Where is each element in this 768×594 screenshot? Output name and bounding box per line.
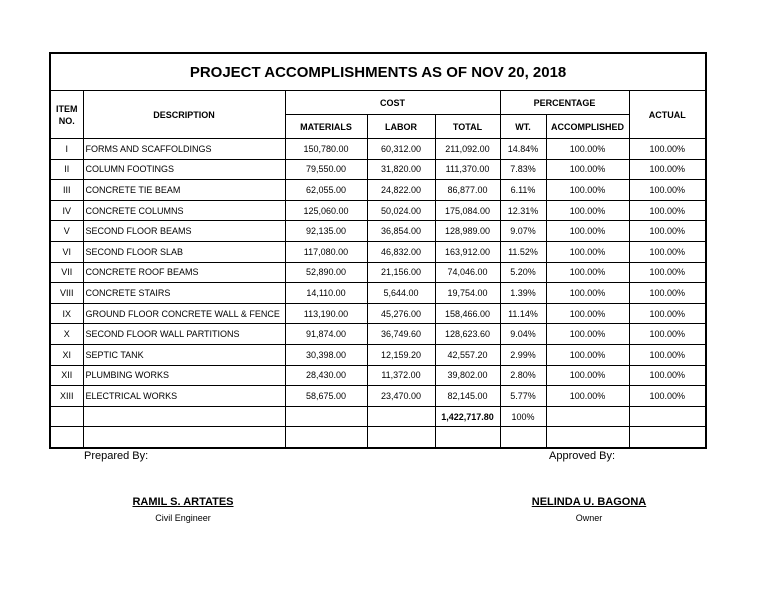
approved-by-name: NELINDA U. BAGONA bbox=[531, 496, 647, 508]
cell-labor: 46,832.00 bbox=[367, 241, 435, 262]
cell-wt: 11.52% bbox=[500, 241, 546, 262]
cell-materials: 150,780.00 bbox=[285, 139, 367, 160]
cell-grand-total: 1,422,717.80 bbox=[435, 406, 500, 427]
cell-total: 86,877.00 bbox=[435, 180, 500, 201]
cell-actual: 100.00% bbox=[629, 180, 706, 201]
cell-materials: 117,080.00 bbox=[285, 241, 367, 262]
cell-accomplished: 100.00% bbox=[546, 344, 629, 365]
cell-accomplished: 100.00% bbox=[546, 139, 629, 160]
cell-wt: 2.80% bbox=[500, 365, 546, 386]
cell-item-no: I bbox=[50, 139, 83, 160]
cell-actual: 100.00% bbox=[629, 324, 706, 345]
cell-wt: 5.20% bbox=[500, 262, 546, 283]
cell-item-no: XII bbox=[50, 365, 83, 386]
cell-item-no: VIII bbox=[50, 283, 83, 304]
cell-wt: 6.11% bbox=[500, 180, 546, 201]
cell-item-no: II bbox=[50, 159, 83, 180]
cell-actual: 100.00% bbox=[629, 159, 706, 180]
cell-accomplished: 100.00% bbox=[546, 180, 629, 201]
cell-empty bbox=[367, 427, 435, 448]
cell-wt: 9.04% bbox=[500, 324, 546, 345]
cell-wt: 5.77% bbox=[500, 386, 546, 407]
cell-labor: 5,644.00 bbox=[367, 283, 435, 304]
header-cost: COST bbox=[285, 91, 500, 115]
cell-total: 42,557.20 bbox=[435, 344, 500, 365]
cell-total: 82,145.00 bbox=[435, 386, 500, 407]
cell-actual: 100.00% bbox=[629, 139, 706, 160]
cell-item-no: XI bbox=[50, 344, 83, 365]
cell-wt: 11.14% bbox=[500, 303, 546, 324]
cell-description: PLUMBING WORKS bbox=[83, 365, 285, 386]
accomplishment-sheet bbox=[49, 52, 705, 449]
accomplishment-table bbox=[49, 52, 707, 449]
header-accomplished: ACCOMPLISHED bbox=[546, 115, 629, 139]
cell-accomplished: 100.00% bbox=[546, 159, 629, 180]
cell-empty bbox=[546, 406, 629, 427]
blank-row bbox=[50, 427, 706, 448]
cell-description: GROUND FLOOR CONCRETE WALL & FENCE bbox=[83, 303, 285, 324]
table-row bbox=[50, 139, 706, 160]
cell-total: 111,370.00 bbox=[435, 159, 500, 180]
header-total: TOTAL bbox=[435, 115, 500, 139]
totals-row bbox=[50, 406, 706, 427]
cell-labor: 45,276.00 bbox=[367, 303, 435, 324]
cell-total: 19,754.00 bbox=[435, 283, 500, 304]
cell-wt: 14.84% bbox=[500, 139, 546, 160]
table-row bbox=[50, 159, 706, 180]
table-row bbox=[50, 180, 706, 201]
cell-actual: 100.00% bbox=[629, 344, 706, 365]
cell-description: COLUMN FOOTINGS bbox=[83, 159, 285, 180]
cell-empty bbox=[83, 406, 285, 427]
cell-wt: 12.31% bbox=[500, 200, 546, 221]
cell-accomplished: 100.00% bbox=[546, 303, 629, 324]
cell-actual: 100.00% bbox=[629, 303, 706, 324]
cell-actual: 100.00% bbox=[629, 262, 706, 283]
table-row bbox=[50, 324, 706, 345]
cell-labor: 50,024.00 bbox=[367, 200, 435, 221]
page-title: PROJECT ACCOMPLISHMENTS AS OF NOV 20, 2018 bbox=[50, 53, 706, 91]
table-row bbox=[50, 200, 706, 221]
cell-actual: 100.00% bbox=[629, 386, 706, 407]
cell-description: ELECTRICAL WORKS bbox=[83, 386, 285, 407]
cell-accomplished: 100.00% bbox=[546, 365, 629, 386]
cell-item-no: IX bbox=[50, 303, 83, 324]
cell-total: 128,989.00 bbox=[435, 221, 500, 242]
cell-materials: 30,398.00 bbox=[285, 344, 367, 365]
table-row bbox=[50, 262, 706, 283]
cell-item-no: X bbox=[50, 324, 83, 345]
cell-labor: 31,820.00 bbox=[367, 159, 435, 180]
cell-total: 158,466.00 bbox=[435, 303, 500, 324]
cell-wt: 1.39% bbox=[500, 283, 546, 304]
cell-description: SEPTIC TANK bbox=[83, 344, 285, 365]
cell-materials: 113,190.00 bbox=[285, 303, 367, 324]
cell-empty bbox=[546, 427, 629, 448]
cell-wt: 2.99% bbox=[500, 344, 546, 365]
cell-materials: 62,055.00 bbox=[285, 180, 367, 201]
header-actual: ACTUAL bbox=[629, 91, 706, 139]
cell-item-no: V bbox=[50, 221, 83, 242]
cell-description: FORMS AND SCAFFOLDINGS bbox=[83, 139, 285, 160]
cell-empty bbox=[285, 406, 367, 427]
cell-item-no: XIII bbox=[50, 386, 83, 407]
cell-item-no: VII bbox=[50, 262, 83, 283]
cell-materials: 58,675.00 bbox=[285, 386, 367, 407]
cell-total: 163,912.00 bbox=[435, 241, 500, 262]
cell-empty bbox=[500, 427, 546, 448]
cell-materials: 92,135.00 bbox=[285, 221, 367, 242]
cell-actual: 100.00% bbox=[629, 221, 706, 242]
cell-labor: 21,156.00 bbox=[367, 262, 435, 283]
cell-total-wt: 100% bbox=[500, 406, 546, 427]
cell-description: SECOND FLOOR WALL PARTITIONS bbox=[83, 324, 285, 345]
cell-empty bbox=[83, 427, 285, 448]
cell-empty bbox=[367, 406, 435, 427]
table-row bbox=[50, 344, 706, 365]
table-row bbox=[50, 365, 706, 386]
cell-item-no: IV bbox=[50, 200, 83, 221]
cell-wt: 9.07% bbox=[500, 221, 546, 242]
cell-accomplished: 100.00% bbox=[546, 200, 629, 221]
prepared-by-role: Civil Engineer bbox=[155, 513, 211, 523]
header-percentage: PERCENTAGE bbox=[500, 91, 629, 115]
cell-empty bbox=[50, 406, 83, 427]
cell-accomplished: 100.00% bbox=[546, 221, 629, 242]
cell-total: 211,092.00 bbox=[435, 139, 500, 160]
cell-accomplished: 100.00% bbox=[546, 262, 629, 283]
cell-materials: 125,060.00 bbox=[285, 200, 367, 221]
prepared-by-name: RAMIL S. ARTATES bbox=[132, 496, 234, 508]
cell-total: 39,802.00 bbox=[435, 365, 500, 386]
cell-actual: 100.00% bbox=[629, 200, 706, 221]
cell-item-no: III bbox=[50, 180, 83, 201]
cell-description: SECOND FLOOR SLAB bbox=[83, 241, 285, 262]
cell-total: 175,084.00 bbox=[435, 200, 500, 221]
table-row bbox=[50, 241, 706, 262]
table-row bbox=[50, 386, 706, 407]
header-description: DESCRIPTION bbox=[83, 91, 285, 139]
prepared-by-label: Prepared By: bbox=[84, 450, 149, 462]
table-row bbox=[50, 221, 706, 242]
cell-materials: 28,430.00 bbox=[285, 365, 367, 386]
cell-empty bbox=[629, 427, 706, 448]
cell-materials: 14,110.00 bbox=[285, 283, 367, 304]
table-row bbox=[50, 303, 706, 324]
cell-description: CONCRETE TIE BEAM bbox=[83, 180, 285, 201]
cell-actual: 100.00% bbox=[629, 365, 706, 386]
cell-accomplished: 100.00% bbox=[546, 324, 629, 345]
cell-wt: 7.83% bbox=[500, 159, 546, 180]
cell-actual: 100.00% bbox=[629, 241, 706, 262]
cell-empty bbox=[285, 427, 367, 448]
cell-description: CONCRETE STAIRS bbox=[83, 283, 285, 304]
cell-labor: 60,312.00 bbox=[367, 139, 435, 160]
cell-item-no: VI bbox=[50, 241, 83, 262]
approved-by-role: Owner bbox=[575, 513, 603, 523]
header-labor: LABOR bbox=[367, 115, 435, 139]
cell-description: CONCRETE ROOF BEAMS bbox=[83, 262, 285, 283]
cell-labor: 11,372.00 bbox=[367, 365, 435, 386]
cell-description: SECOND FLOOR BEAMS bbox=[83, 221, 285, 242]
cell-labor: 12,159.20 bbox=[367, 344, 435, 365]
cell-accomplished: 100.00% bbox=[546, 241, 629, 262]
cell-accomplished: 100.00% bbox=[546, 386, 629, 407]
cell-materials: 52,890.00 bbox=[285, 262, 367, 283]
header-materials: MATERIALS bbox=[285, 115, 367, 139]
cell-description: CONCRETE COLUMNS bbox=[83, 200, 285, 221]
cell-empty bbox=[435, 427, 500, 448]
cell-empty bbox=[50, 427, 83, 448]
header-wt: WT. bbox=[500, 115, 546, 139]
cell-labor: 23,470.00 bbox=[367, 386, 435, 407]
cell-labor: 36,749.60 bbox=[367, 324, 435, 345]
cell-total: 128,623.60 bbox=[435, 324, 500, 345]
cell-materials: 79,550.00 bbox=[285, 159, 367, 180]
cell-actual: 100.00% bbox=[629, 283, 706, 304]
header-item-no: ITEM NO. bbox=[50, 91, 83, 139]
cell-materials: 91,874.00 bbox=[285, 324, 367, 345]
cell-accomplished: 100.00% bbox=[546, 283, 629, 304]
cell-empty bbox=[629, 406, 706, 427]
cell-labor: 24,822.00 bbox=[367, 180, 435, 201]
cell-total: 74,046.00 bbox=[435, 262, 500, 283]
table-row bbox=[50, 283, 706, 304]
cell-labor: 36,854.00 bbox=[367, 221, 435, 242]
approved-by-label: Approved By: bbox=[549, 450, 616, 462]
